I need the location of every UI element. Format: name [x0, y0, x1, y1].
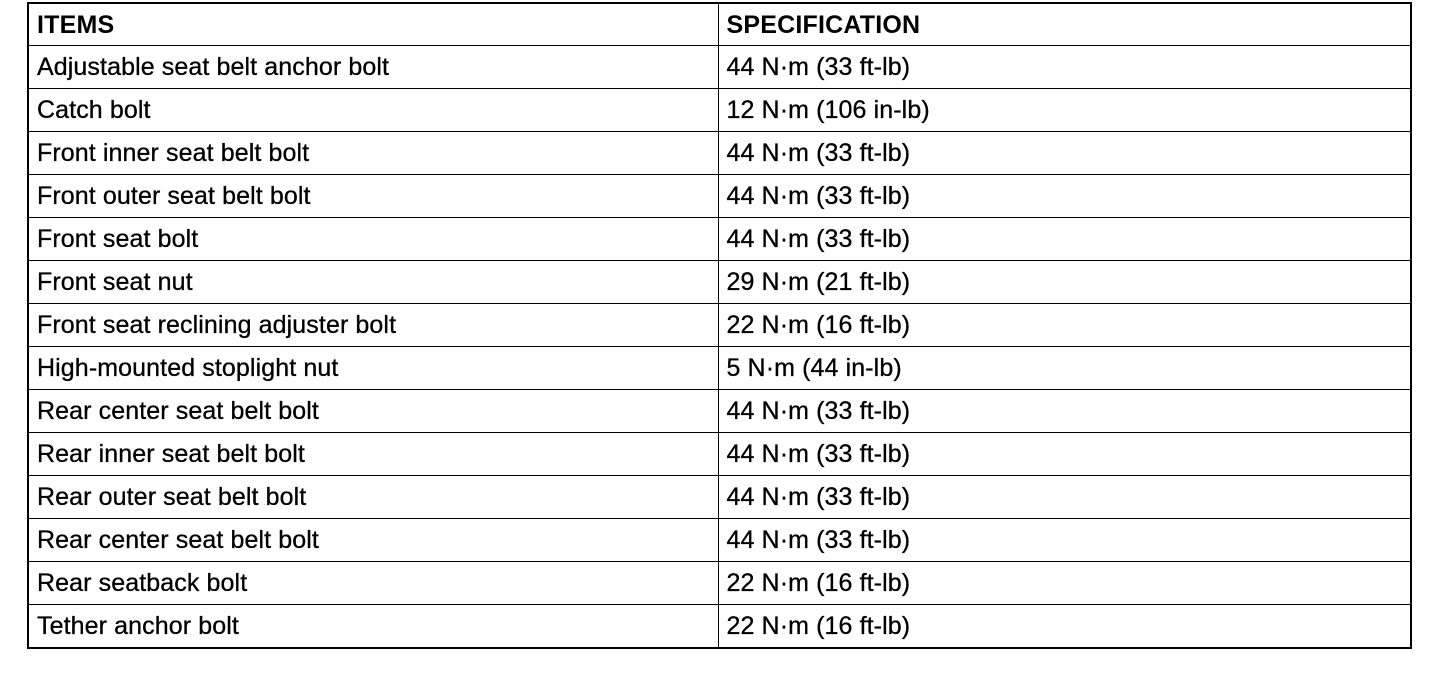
table-row [28, 476, 1411, 519]
item-cell: Rear inner seat belt bolt [28, 433, 718, 476]
table-row [28, 218, 1411, 261]
table-header-row [28, 3, 1411, 46]
specification-cell: 12 N·m (106 in-lb) [718, 89, 1411, 132]
specification-cell: 44 N·m (33 ft-lb) [718, 390, 1411, 433]
item-cell: Front seat nut [28, 261, 718, 304]
specification-cell: 5 N·m (44 in-lb) [718, 347, 1411, 390]
item-cell: Tether anchor bolt [28, 605, 718, 649]
item-cell: Front seat bolt [28, 218, 718, 261]
table-row [28, 605, 1411, 649]
specification-cell: 22 N·m (16 ft-lb) [718, 562, 1411, 605]
item-cell: Front outer seat belt bolt [28, 175, 718, 218]
item-cell: Front inner seat belt bolt [28, 132, 718, 175]
table-row [28, 347, 1411, 390]
table-row [28, 175, 1411, 218]
specification-cell: 22 N·m (16 ft-lb) [718, 304, 1411, 347]
table-row [28, 390, 1411, 433]
specification-cell: 44 N·m (33 ft-lb) [718, 218, 1411, 261]
table-row [28, 132, 1411, 175]
item-cell: High-mounted stoplight nut [28, 347, 718, 390]
table-row [28, 562, 1411, 605]
item-cell: Rear center seat belt bolt [28, 519, 718, 562]
table-row [28, 46, 1411, 89]
item-cell: Rear center seat belt bolt [28, 390, 718, 433]
specification-cell: 29 N·m (21 ft-lb) [718, 261, 1411, 304]
table-row [28, 89, 1411, 132]
item-cell: Adjustable seat belt anchor bolt [28, 46, 718, 89]
item-cell: Front seat reclining adjuster bolt [28, 304, 718, 347]
table-row [28, 433, 1411, 476]
item-cell: Rear outer seat belt bolt [28, 476, 718, 519]
specification-cell: 44 N·m (33 ft-lb) [718, 476, 1411, 519]
specification-cell: 44 N·m (33 ft-lb) [718, 433, 1411, 476]
specification-cell: 44 N·m (33 ft-lb) [718, 132, 1411, 175]
column-header-items: ITEMS [28, 3, 718, 46]
specification-cell: 44 N·m (33 ft-lb) [718, 519, 1411, 562]
table-row [28, 519, 1411, 562]
specification-cell: 22 N·m (16 ft-lb) [718, 605, 1411, 649]
item-cell: Catch bolt [28, 89, 718, 132]
specification-cell: 44 N·m (33 ft-lb) [718, 46, 1411, 89]
column-header-specification: SPECIFICATION [718, 3, 1411, 46]
table-row [28, 261, 1411, 304]
table-row [28, 304, 1411, 347]
item-cell: Rear seatback bolt [28, 562, 718, 605]
torque-specification-table [27, 2, 1412, 649]
specification-cell: 44 N·m (33 ft-lb) [718, 175, 1411, 218]
